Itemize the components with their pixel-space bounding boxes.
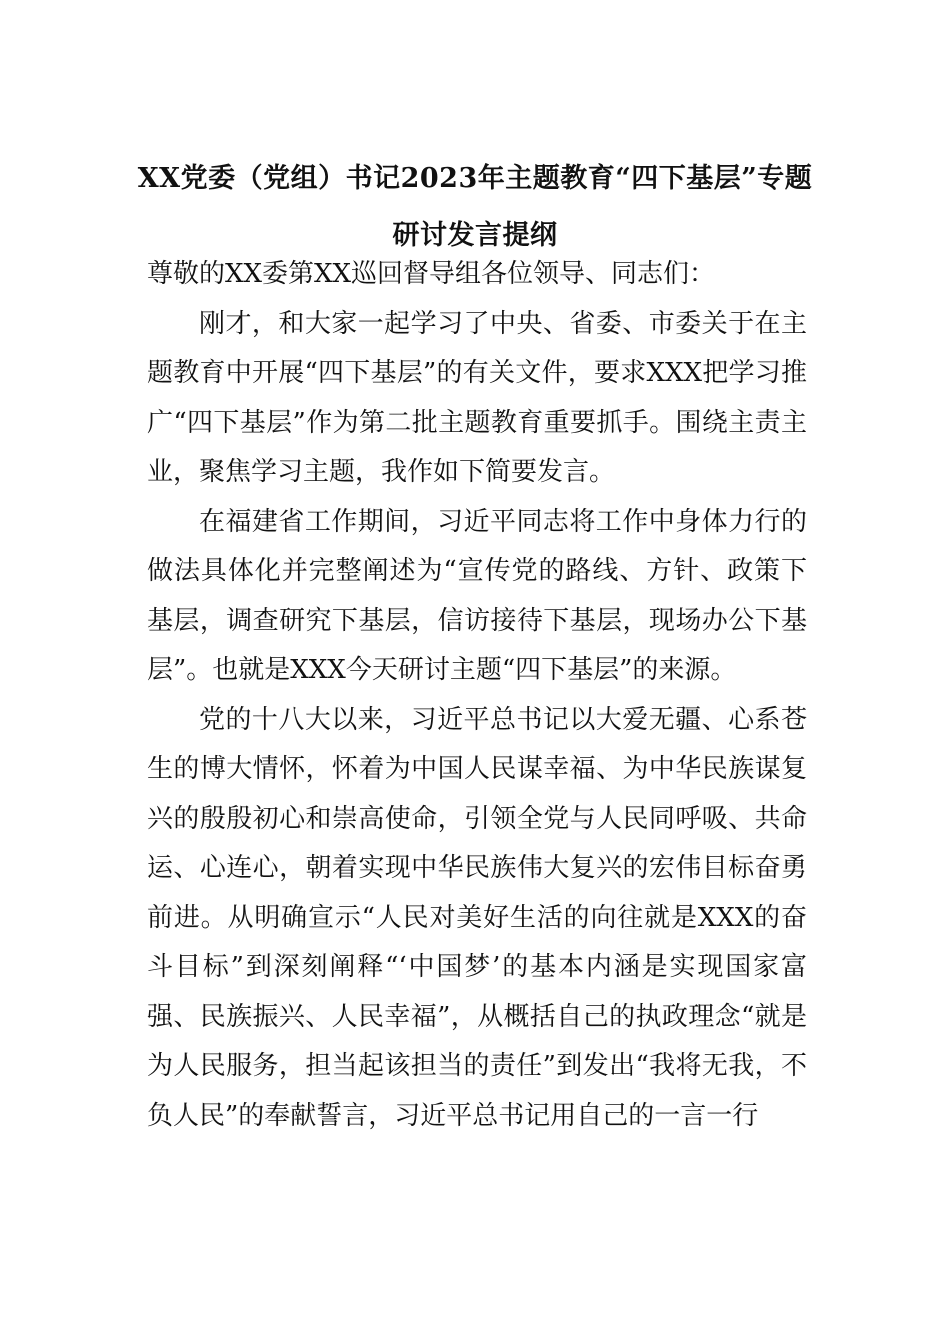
document-title: XX党委（党组）书记2023年主题教育“四下基层”专题研讨发言提纲 — [137, 163, 813, 251]
paragraph-3: 党的十八大以来，习近平总书记以大爱无疆、心系苍生的博大情怀，怀着为中国人民谋幸福、为中华民族谋复兴的殷殷初心和崇高使命，引领全党与人民同呼吸、共命运、心连心，朝着实现中华民族伟大复兴的宏伟目标奋勇前进。从明确宣示“人民对美好生活的向往就是XXX的奋斗目标”到深刻阐释“‘中国梦’的基本内涵是实现国家富强、民族振兴、人民幸福”，从概括自己的执政理念“就是为人民服务，担当起该担当的责任”到发出“我将无我，不负人民”的奉献誓言，习近平总书记用自己的一言一行 — [147, 704, 807, 1131]
paragraph-2: 在福建省工作期间，习近平同志将工作中身体力行的做法具体化并完整阐述为“宣传党的路线、方针、政策下基层，调查研究下基层，信访接待下基层，现场办公下基层”。也就是XXX今天研讨主题“四下基层”的来源。 — [147, 506, 807, 685]
document-body — [147, 250, 807, 1141]
paragraph-1: 刚才，和大家一起学习了中央、省委、市委关于在主题教育中开展“四下基层”的有关文件，要求XXX把学习推广“四下基层”作为第二批主题教育重要抓手。围绕主责主业，聚焦学习主题，我作如下简要发言。 — [147, 308, 807, 487]
salutation: 尊敬的XX委第XX巡回督导组各位领导、同志们： — [147, 259, 716, 289]
